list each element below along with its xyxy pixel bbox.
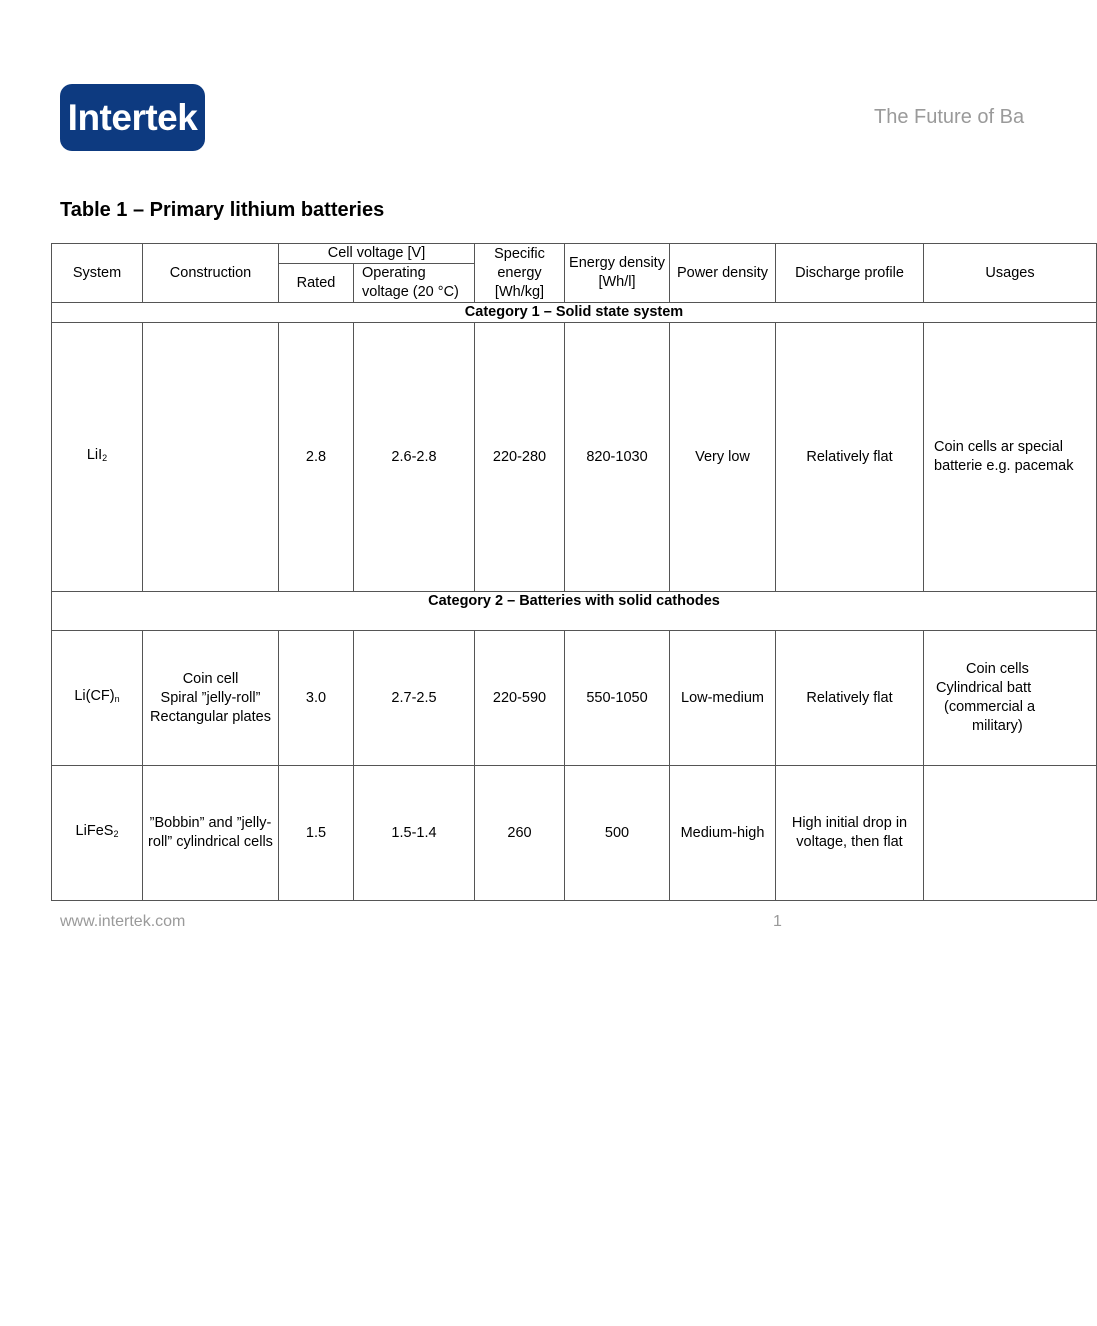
cell-rated: 2.8: [279, 323, 354, 592]
category-2-label: Category 2 – Batteries with solid cathodes: [52, 592, 1097, 631]
header-specific-energy: Specific energy [Wh/kg]: [475, 244, 565, 303]
header-discharge-profile: Discharge profile: [776, 244, 924, 303]
cell-power-density: Medium-high: [670, 766, 776, 901]
cell-energy-density: 500: [565, 766, 670, 901]
cell-operating: 2.7-2.5: [354, 631, 475, 766]
cell-system: LiI$_2$: [52, 323, 143, 592]
cell-system: $Li(CF)_n$: [52, 631, 143, 766]
cell-operating: 2.6-2.8: [354, 323, 475, 592]
header-energy-density: Energy density [Wh/l]: [565, 244, 670, 303]
cell-usages: [924, 766, 1097, 901]
category-row: [52, 592, 1097, 631]
cell-system: LiFeS$_2$: [52, 766, 143, 901]
cell-power-density: Low-medium: [670, 631, 776, 766]
document-title: The Future of Ba: [874, 106, 1025, 128]
cell-power-density: Very low: [670, 323, 776, 592]
header-system: System: [52, 244, 143, 303]
header-power-density: Power density: [670, 244, 776, 303]
cell-specific-energy: 260: [475, 766, 565, 901]
page-number: 1: [773, 913, 782, 930]
cell-energy-density: 550-1050: [565, 631, 670, 766]
cell-specific-energy: 220-280: [475, 323, 565, 592]
category-1-label: Category 1 – Solid state system: [52, 303, 1097, 323]
header-construction: Construction: [143, 244, 279, 303]
footer-url[interactable]: www.intertek.com: [60, 913, 186, 930]
battery-table-wrapper: [51, 243, 1074, 901]
cell-usages: Coin cells Cylindrical batt (commercial a military): [924, 631, 1097, 766]
header-rated: Rated: [279, 264, 354, 303]
cell-specific-energy: 220-590: [475, 631, 565, 766]
cell-construction: ”Bobbin” and ”jelly-roll” cylindrical cells: [143, 766, 279, 901]
table-title: Table 1 – Primary lithium batteries: [60, 199, 385, 221]
cell-rated: 3.0: [279, 631, 354, 766]
intertek-logo: [60, 84, 205, 151]
table-row: [52, 323, 1097, 592]
header-operating-voltage: Operating voltage (20 °C): [354, 264, 475, 303]
primary-lithium-batteries-table: [51, 243, 1097, 901]
cell-construction: Coin cell Spiral ”jelly-roll” Rectangular plates: [143, 631, 279, 766]
header-row-1: [52, 244, 1097, 264]
header-usages: Usages: [924, 244, 1097, 303]
cell-usages: Coin cells ar special batterie e.g. pacemak: [924, 323, 1097, 592]
cell-rated: 1.5: [279, 766, 354, 901]
cell-construction: [143, 323, 279, 592]
cell-discharge-profile: High initial drop in voltage, then flat: [776, 766, 924, 901]
cell-operating: 1.5-1.4: [354, 766, 475, 901]
table-row: [52, 631, 1097, 766]
cell-discharge-profile: Relatively flat: [776, 323, 924, 592]
cell-energy-density: 820-1030: [565, 323, 670, 592]
logo-text: Intertek: [67, 96, 198, 138]
category-row: [52, 303, 1097, 323]
header-cell-voltage: Cell voltage [V]: [279, 244, 475, 264]
cell-discharge-profile: Relatively flat: [776, 631, 924, 766]
table-row: [52, 766, 1097, 901]
